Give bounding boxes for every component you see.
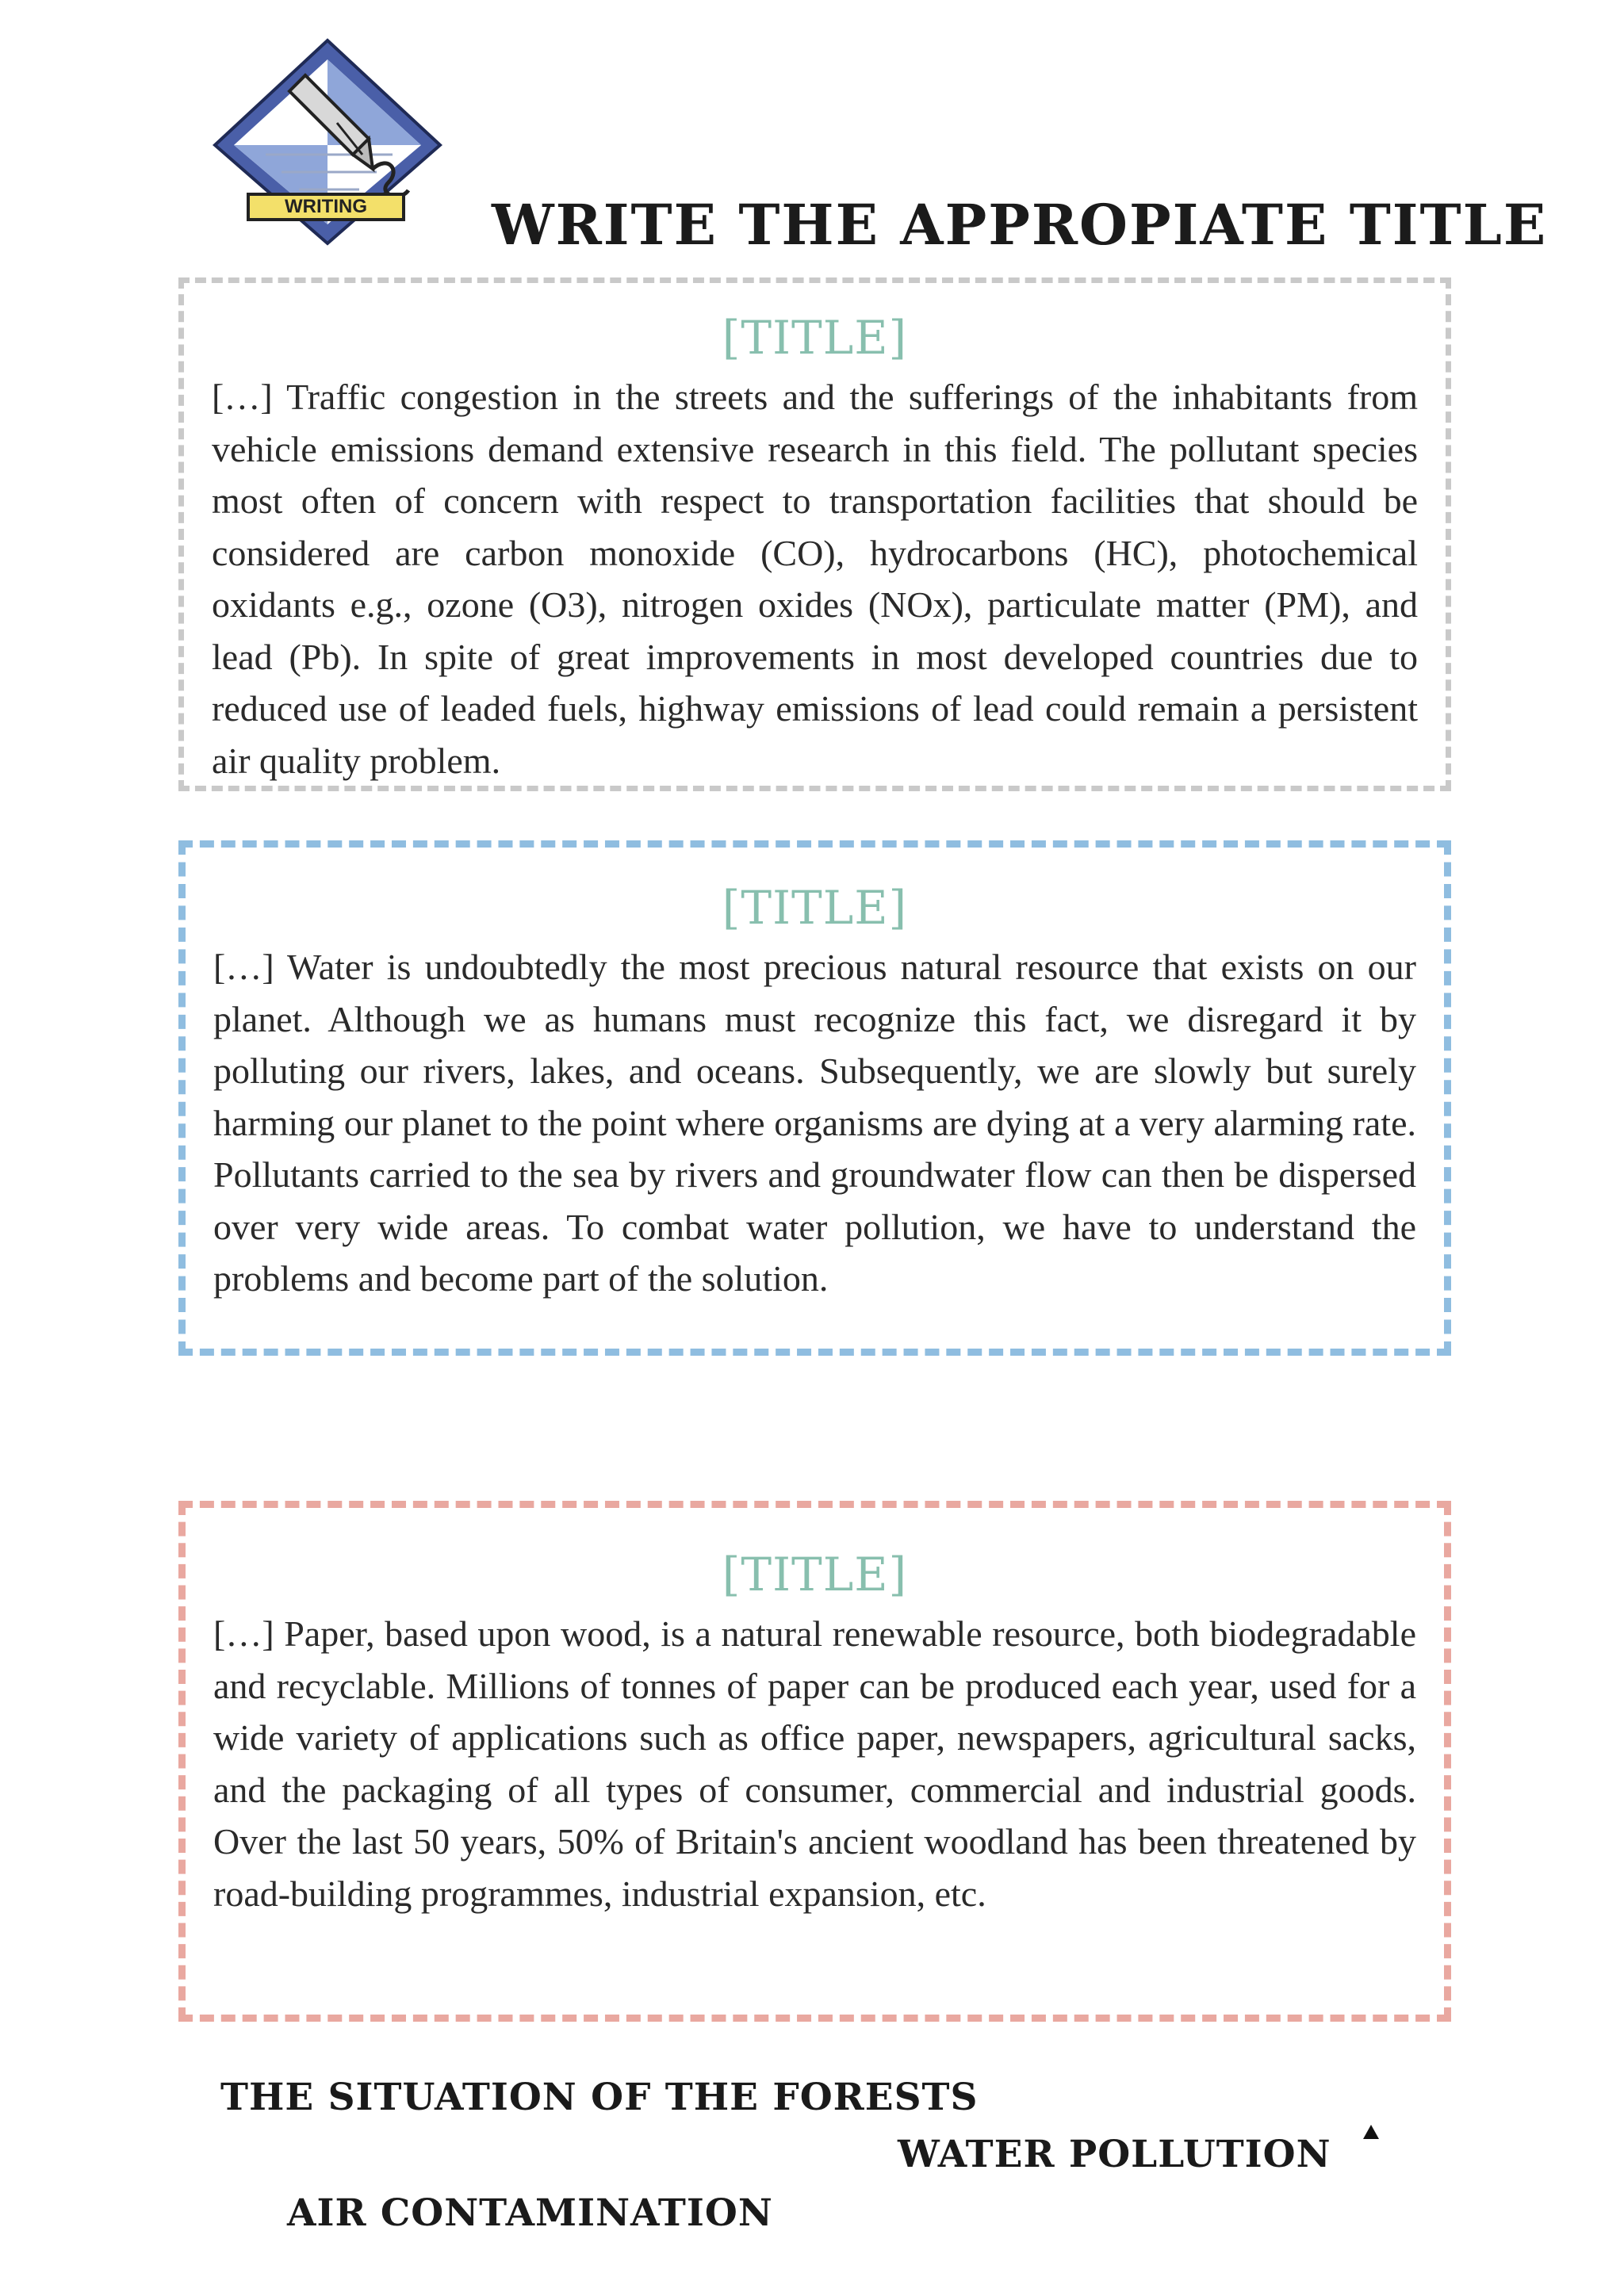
text-panel-air <box>178 277 1451 791</box>
writing-label: WRITING <box>285 196 367 217</box>
text-panel-forests <box>178 1501 1451 2022</box>
page-title: WRITE THE APPROPIATE TITLE <box>492 192 1548 258</box>
panel-text: […] Water is undoubtedly the most precious natural resource that exists on our planet. Although we as humans must recognize this fact, we disregard it by polluting our rivers, lakes, and oceans. Subsequently, we are slowly but surely harming our planet to the point where organisms are dying at a very alarming rate. Pollutants carried to the sea by rivers and groundwater flow can then be dispersed over very wide areas. To combat water pollution, we have to understand the problems and become part of the solution. <box>213 947 1416 1299</box>
writing-banner <box>247 193 405 221</box>
panel-title-placeholder: [TITLE] <box>722 1548 908 1601</box>
option-water-pollution: WATER POLLUTION <box>898 2133 1331 2176</box>
writing-logo <box>210 36 448 250</box>
panel-title-placeholder: [TITLE] <box>722 311 908 365</box>
option-forests: THE SITUATION OF THE FORESTS <box>220 2076 979 2119</box>
panel-text: […] Paper, based upon wood, is a natural renewable resource, both biodegradable and recyclable. Millions of tonnes of paper can be produced each year, used for a wide variety of applications such as office paper, newspapers, agricultural sacks, and the packaging of all types of consumer, commercial and industrial goods. Over the last 50 years, 50% of Britain's ancient woodland has been threatened by road-building programmes, industrial expansion, etc. <box>213 1613 1416 1914</box>
panel-text: […] Traffic congestion in the streets and the sufferings of the inhabitants from vehicle emissions demand extensive research in this field. The pollutant species most often of concern with respect to transportation facilities that should be considered are carbon monoxide (CO), hydrocarbons (HC), photochemical oxidants e.g., ozone (O3), nitrogen oxides (NOx), particulate matter (PM), and lead (Pb). In spite of great improvements in most developed countries due to reduced use of leaded fuels, highway emissions of lead could remain a persistent air quality problem. <box>212 377 1418 781</box>
option-air-contamination: AIR CONTAMINATION <box>287 2191 773 2235</box>
text-panel-water <box>178 840 1451 1356</box>
triangle-pointer-icon <box>1362 2123 1380 2141</box>
panel-title-placeholder: [TITLE] <box>722 881 908 935</box>
